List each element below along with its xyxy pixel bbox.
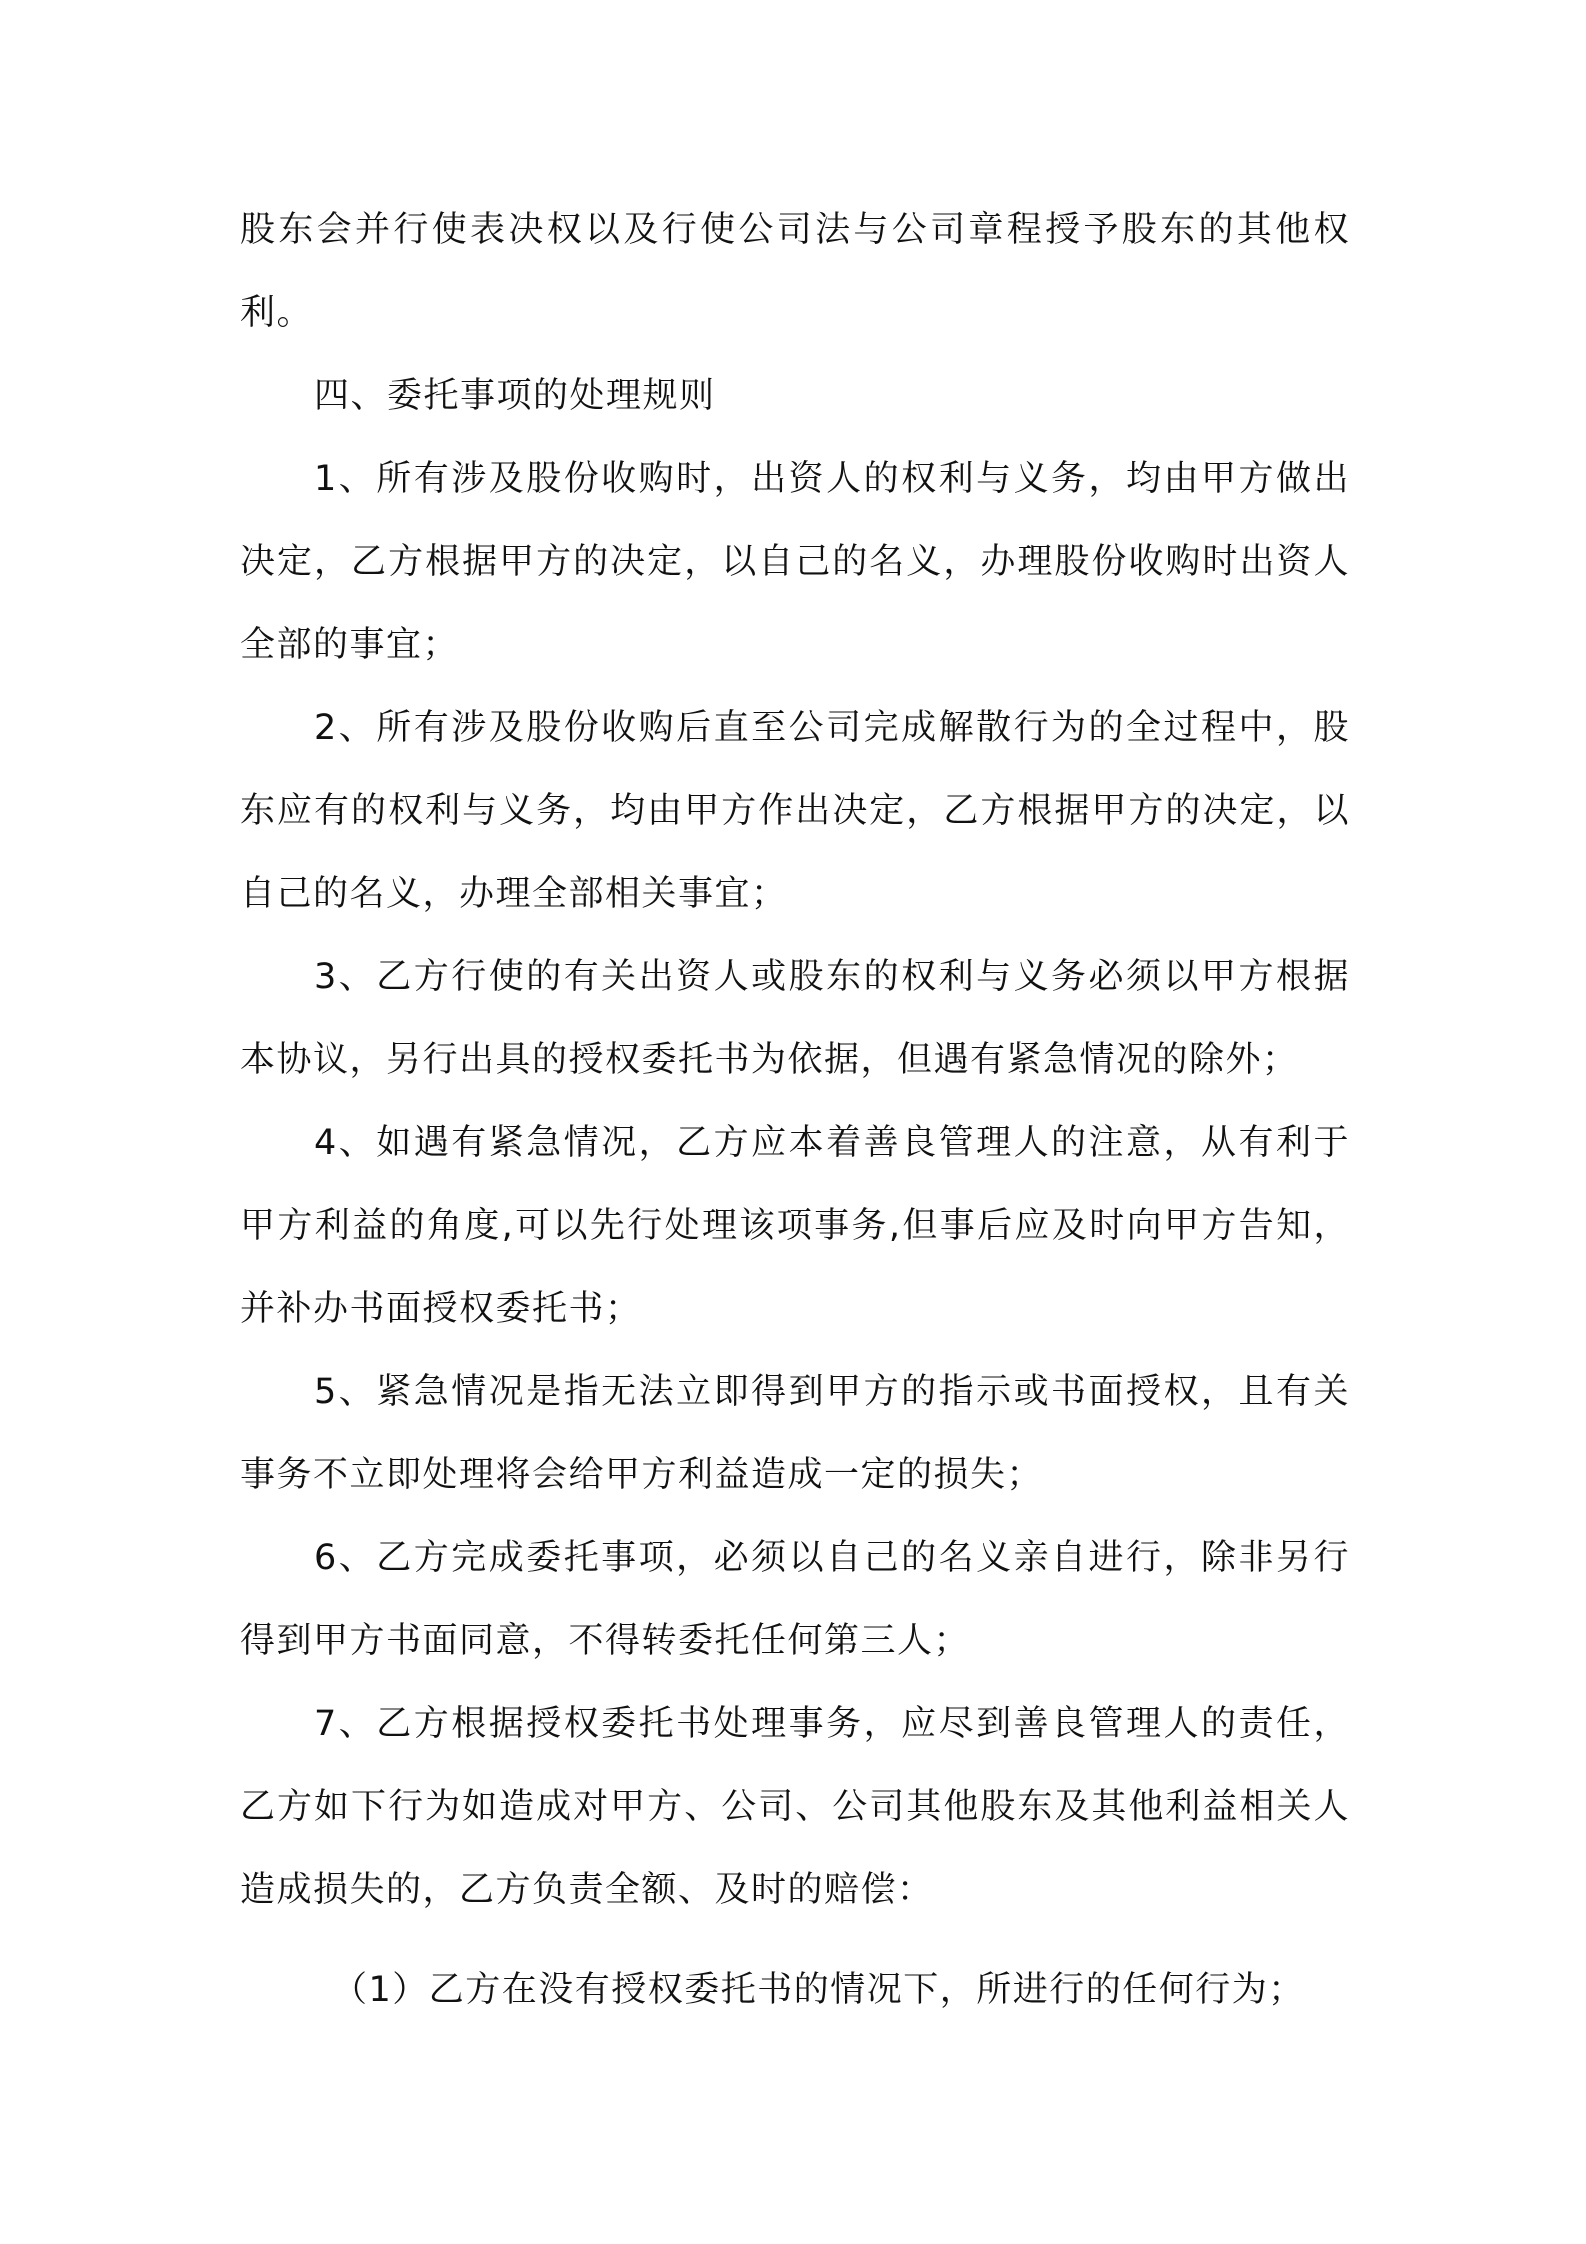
text-line: 乙方如下行为如造成对甲方、公司、公司其他股东及其他利益相关人 xyxy=(240,1787,1350,1827)
section-heading: 四、委托事项的处理规则 xyxy=(314,376,716,416)
text-line: 1、所有涉及股份收购时，出资人的权利与义务，均由甲方做出 xyxy=(314,459,1350,499)
text-line: 利。 xyxy=(240,293,314,333)
text-line: 东应有的权利与义务，均由甲方作出决定，乙方根据甲方的决定，以 xyxy=(240,791,1350,831)
text-line: 6、乙方完成委托事项，必须以自己的名义亲自进行，除非另行 xyxy=(314,1538,1350,1578)
text-line: 并补办书面授权委托书； xyxy=(240,1289,642,1329)
list-item: （1）乙方在没有授权委托书的情况下，所进行的任何行为； xyxy=(332,1970,1305,2010)
text-line: 自己的名义，办理全部相关事宜； xyxy=(240,874,788,914)
text-line: 得到甲方书面同意，不得转委托任何第三人； xyxy=(240,1621,971,1661)
text-line: 4、如遇有紧急情况，乙方应本着善良管理人的注意，从有利于 xyxy=(314,1123,1350,1163)
text-line: 7、乙方根据授权委托书处理事务，应尽到善良管理人的责任， xyxy=(314,1704,1350,1744)
text-line: 本协议，另行出具的授权委托书为依据，但遇有紧急情况的除外； xyxy=(240,1040,1299,1080)
text-line: 全部的事宜； xyxy=(240,625,460,665)
text-line: 5、紧急情况是指无法立即得到甲方的指示或书面授权，且有关 xyxy=(314,1372,1350,1412)
text-line: 决定，乙方根据甲方的决定，以自己的名义，办理股份收购时出资人 xyxy=(240,542,1350,582)
text-line: 造成损失的，乙方负责全额、及时的赔偿： xyxy=(240,1870,934,1910)
text-line: 股东会并行使表决权以及行使公司法与公司章程授予股东的其他权 xyxy=(240,210,1350,250)
text-line: 甲方利益的角度,可以先行处理该项事务,但事后应及时向甲方告知， xyxy=(240,1206,1350,1246)
text-line: 事务不立即处理将会给甲方利益造成一定的损失； xyxy=(240,1455,1044,1495)
text-line: 3、乙方行使的有关出资人或股东的权利与义务必须以甲方根据 xyxy=(314,957,1350,997)
text-line: 2、所有涉及股份收购后直至公司完成解散行为的全过程中，股 xyxy=(314,708,1350,748)
